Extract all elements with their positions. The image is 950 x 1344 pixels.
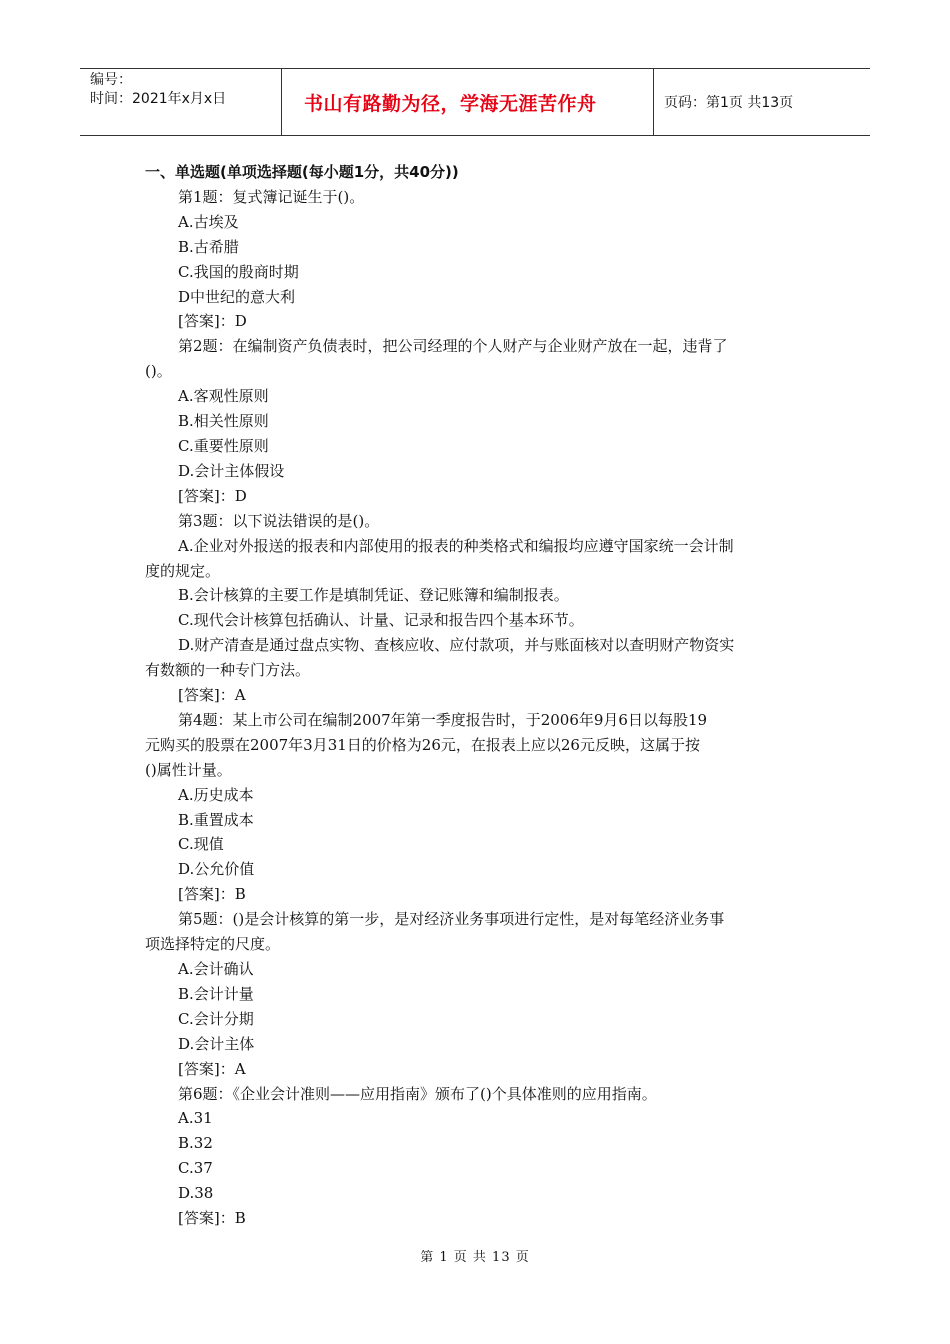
text-line: D.财产清查是通过盘点实物、查核应收、应付款项，并与账面核对以查明财产物资实 — [178, 636, 735, 655]
text-line: C.37 — [178, 1159, 213, 1178]
text-line: A.历史成本 — [178, 785, 254, 804]
text-line: D.会计主体假设 — [178, 461, 285, 480]
text-line: ()属性计量。 — [145, 760, 232, 779]
text-line: D.38 — [178, 1184, 214, 1203]
text-line: [答案]：B — [178, 885, 246, 904]
text-line: ()。 — [145, 362, 172, 381]
text-line: 项选择特定的尺度。 — [145, 935, 281, 954]
text-line: [答案]：A — [178, 1059, 246, 1078]
text-line: B.相关性原则 — [178, 412, 269, 431]
text-line: 第2题：在编制资产负债表时，把公司经理的个人财产与企业财产放在一起，违背了 — [178, 337, 728, 356]
text-line: D.公允价值 — [178, 860, 255, 879]
text-line: A.客观性原则 — [178, 387, 269, 406]
text-line: C.现值 — [178, 835, 224, 854]
text-line: [答案]：B — [178, 1209, 246, 1228]
question-list — [145, 185, 805, 1231]
page-header — [80, 68, 870, 136]
text-line: B.32 — [178, 1134, 213, 1153]
text-line: 第5题：()是会计核算的第一步，是对经济业务事项进行定性，是对每笔经济业务事 — [178, 910, 725, 929]
text-line: [答案]：A — [178, 686, 246, 705]
code-label: 编号： — [90, 72, 132, 88]
text-line: C.我国的殷商时期 — [178, 262, 299, 281]
text-line: 元购买的股票在2007年3月31日的价格为26元，在报表上应以26元反映，这属于按 — [145, 735, 700, 754]
section-title: 一、单选题(单项选择题(每小题1分，共40分)) — [145, 163, 459, 181]
text-line: A.古埃及 — [178, 212, 239, 231]
text-line: 第1题：复式簿记诞生于()。 — [178, 187, 365, 206]
text-line: B.会计计量 — [178, 984, 254, 1003]
motto: 书山有路勤为径，学海无涯苦作舟 — [304, 92, 597, 115]
text-line: A.会计确认 — [178, 960, 254, 978]
text-line: B.古希腊 — [178, 237, 239, 256]
header-meta — [80, 69, 282, 135]
document-body — [145, 160, 805, 1231]
page-footer: 第 1 页 共 13 页 — [420, 1250, 530, 1265]
text-line: 第4题：某上市公司在编制2007年第一季度报告时，于2006年9月6日以每股19 — [178, 710, 708, 729]
text-line: 有数额的一种专门方法。 — [145, 661, 311, 680]
text-line: A.31 — [178, 1109, 213, 1128]
text-line: [答案]：D — [178, 312, 247, 331]
text-line: A.企业对外报送的报表和内部使用的报表的种类格式和编报均应遵守国家统一会计制 — [178, 536, 734, 555]
text-line: 度的规定。 — [145, 561, 221, 580]
text-line: [答案]：D — [178, 486, 247, 505]
header-page-info: 页码：第1页 共13页 — [664, 95, 794, 111]
text-line: B.重置成本 — [178, 810, 254, 829]
text-line: C.现代会计核算包括确认、计量、记录和报告四个基本环节。 — [178, 611, 584, 630]
text-line: C.重要性原则 — [178, 436, 269, 455]
text-line: 第6题：《企业会计准则——应用指南》颁布了()个具体准则的应用指南。 — [178, 1084, 657, 1103]
text-line: 第3题：以下说法错误的是()。 — [178, 511, 380, 530]
text-line: D中世纪的意大利 — [178, 287, 296, 306]
text-line: D.会计主体 — [178, 1034, 255, 1053]
date-label: 时间：2021年x月x日 — [90, 91, 227, 107]
header-motto-cell — [282, 69, 654, 135]
text-line: C.会计分期 — [178, 1009, 254, 1028]
text-line: B.会计核算的主要工作是填制凭证、登记账簿和编制报表。 — [178, 586, 569, 605]
